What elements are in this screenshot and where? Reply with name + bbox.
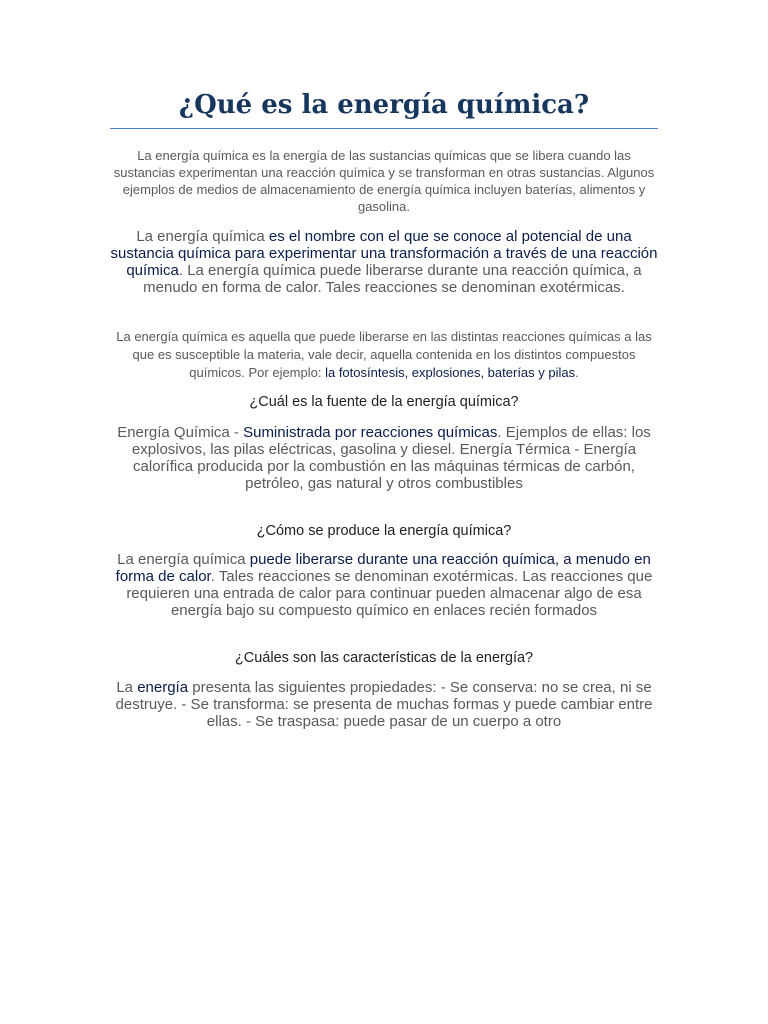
answer-source-c: . Ejemplos de ellas: los explosivos, las pilas eléctricas, gasolina y diesel. Energía Térmica - Energía calorífica producida por la combustión en las máquinas térmicas de carbón, petróleo, gas natural y otros combustibles [131,424,651,492]
definition-text-c: . La energía química puede liberarse durante una reacción química, a menudo en forma de calor. Tales reacciones se denominan exotérmicas. [143,262,642,296]
answer-production [110,551,658,619]
answer-production-highlight: puede liberarse durante una reacción química, a menudo en forma de calor [115,551,651,585]
document-content [110,88,658,730]
intro-paragraph: La energía química es la energía de las sustancias químicas que se libera cuando las sustancias experimentan una reacción química y se transforman en otras sustancias. Algunos ejemplos de medios de almacenamiento de energía química incluyen baterías, alimentos y gasolina. [113,148,655,214]
page-title: ¿Qué es la energía química? [110,88,658,129]
question-source: ¿Cuál es la fuente de la energía química? [249,394,519,410]
answer-characteristics-highlight: energía [137,679,189,696]
question-production: ¿Cómo se produce la energía química? [256,523,512,539]
definition-text-a: La energía química [136,228,269,245]
question-characteristics: ¿Cuáles son las características de la energía? [234,650,534,666]
answer-source-a: Energía Química - [117,424,244,441]
answer-characteristics-c: presenta las siguientes propiedades: - Se conserva: no se crea, ni se destruye. - Se transforma: se presenta de muchas formas y puede cambiar entre ellas. - Se traspasa: puede pasar de un cuerpo a otro [115,679,653,730]
answer-characteristics [110,679,658,730]
examples-paragraph [110,328,658,382]
answer-production-c: . Tales reacciones se denominan exotérmicas. Las reacciones que requieren una entrada de calor para continuar pueden almacenar algo de esa energía bajo su compuesto químico en enlaces recién formados [126,568,653,619]
answer-characteristics-a: La [116,679,138,696]
examples-highlight: la fotosíntesis, explosiones, baterías y pilas [325,365,576,380]
definition-paragraph [110,228,658,296]
answer-source-highlight: Suministrada por reacciones químicas [243,424,498,441]
answer-source [110,424,658,492]
examples-text-a: La energía química es aquella que puede liberarse en las distintas reacciones químicas a las que es susceptible la materia, vale decir, aquella contenida en los distintos compuestos químicos. Por ejemplo: [116,329,652,380]
examples-text-c: . [575,365,579,380]
definition-highlight: es el nombre con el que se conoce al potencial de una sustancia química para experimentar una transformación a través de una reacción química [110,228,658,279]
answer-production-a: La energía química [117,551,250,568]
